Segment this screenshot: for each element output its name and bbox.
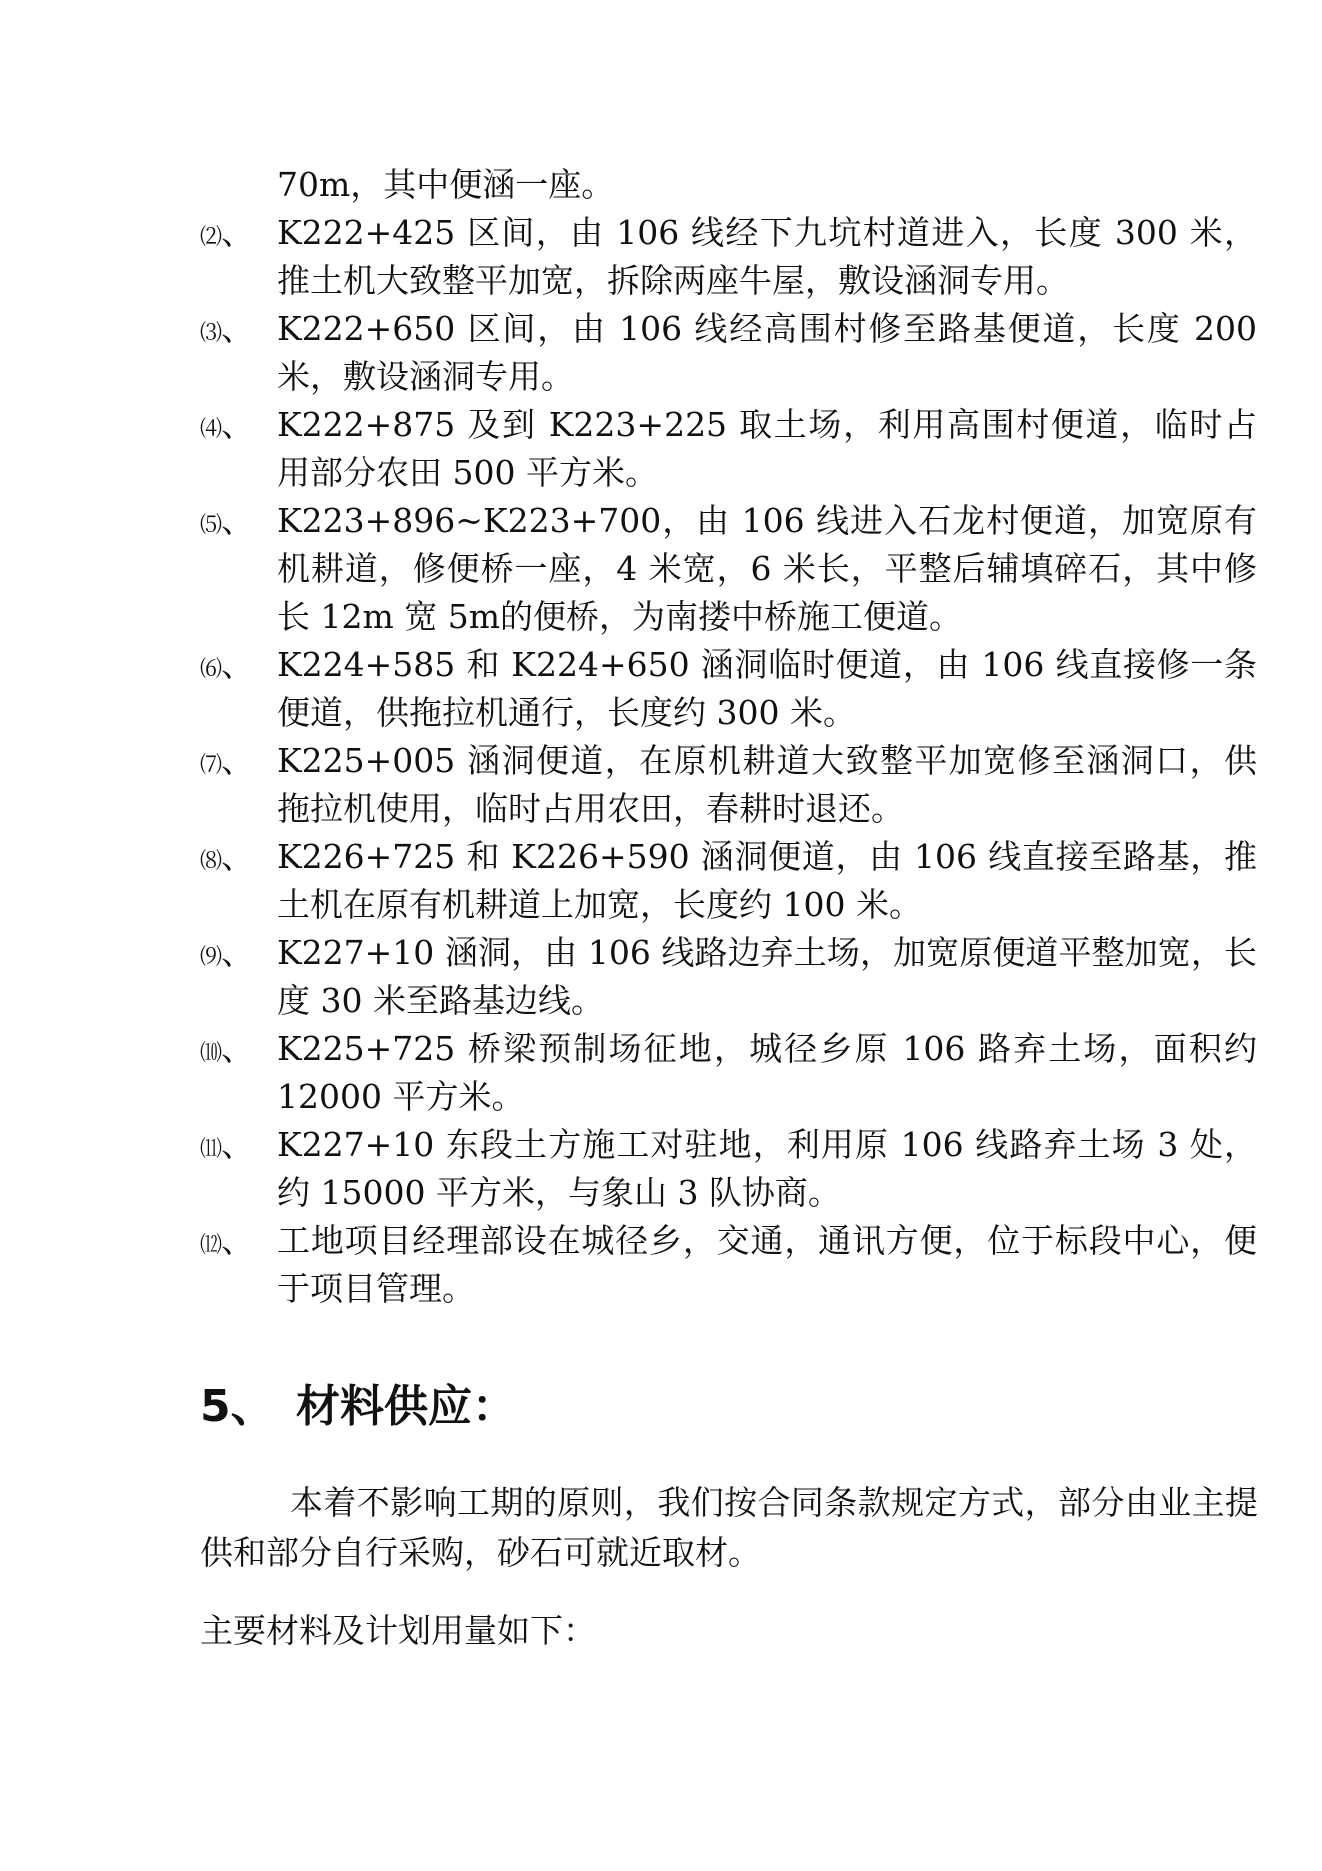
list-item-separator: 、 <box>221 645 254 684</box>
list-item-separator: 、 <box>221 741 254 780</box>
list-item-number: ⑺ <box>200 753 222 778</box>
list-item-text: K222+425 区间，由 106 线经下九坑村道进入，长度 300 米，推土机大致整平加宽，拆除两座牛屋，敷设涵洞专用。 <box>277 213 1257 300</box>
list-item-number: ⑽ <box>200 1041 222 1066</box>
list-item-separator: 、 <box>221 1029 254 1068</box>
list-item-number: ⑿ <box>200 1233 222 1258</box>
list-item <box>0 929 1322 1025</box>
list-item-text: K222+875 及到 K223+225 取土场，利用高围村便道，临时占用部分农田 500 平方米。 <box>277 405 1257 492</box>
list-item-text: 工地项目经理部设在城径乡，交通，通讯方便，位于标段中心，便于项目管理。 <box>277 1221 1257 1308</box>
list-item-marker <box>200 737 253 790</box>
list-item-separator: 、 <box>221 501 254 540</box>
section-title: 材料供应： <box>296 1381 516 1432</box>
list-item-marker <box>200 209 253 262</box>
numbered-list <box>0 209 1322 1313</box>
list-item-marker <box>200 929 253 982</box>
list-item-number: ⑾ <box>200 1137 222 1162</box>
list-item-separator: 、 <box>221 309 254 348</box>
list-item <box>0 401 1322 497</box>
list-item-text: K227+10 东段土方施工对驻地，利用原 106 线路弃土场 3 处，约 15000 平方米，与象山 3 队协商。 <box>277 1125 1257 1212</box>
list-item-text: K224+585 和 K224+650 涵洞临时便道，由 106 线直接修一条便道，供拖拉机通行，长度约 300 米。 <box>277 645 1257 732</box>
list-item-number: ⑶ <box>200 321 222 346</box>
list-item-separator: 、 <box>221 837 254 876</box>
list-item <box>0 305 1322 401</box>
list-item-number: ⑻ <box>200 849 222 874</box>
list-item-marker <box>200 1121 253 1174</box>
list-item-number: ⑷ <box>200 417 222 442</box>
list-item-text: K225+725 桥梁预制场征地，城径乡原 106 路弃土场，面积约 12000 平方米。 <box>277 1029 1257 1116</box>
list-item-marker <box>200 497 253 550</box>
list-item-marker <box>200 401 253 454</box>
list-item-text: K222+650 区间，由 106 线经高围村修至路基便道，长度 200 米，敷设涵洞专用。 <box>277 309 1257 396</box>
list-item <box>0 1217 1322 1313</box>
list-item <box>0 1025 1322 1121</box>
list-item-separator: 、 <box>221 933 254 972</box>
list-item-text: K225+005 涵洞便道，在原机耕道大致整平加宽修至涵洞口，供拖拉机使用，临时占用农田，春耕时退还。 <box>277 741 1257 828</box>
list-item-number: ⑹ <box>200 657 222 682</box>
list-item-marker <box>200 305 253 358</box>
list-item-marker <box>200 641 253 694</box>
list-item-text: K226+725 和 K226+590 涵洞便道，由 106 线直接至路基，推土机在原有机耕道上加宽，长度约 100 米。 <box>277 837 1257 924</box>
list-item <box>0 497 1322 641</box>
body-paragraph-materials: 主要材料及计划用量如下： <box>200 1611 596 1650</box>
list-item-number: ⑵ <box>200 225 222 250</box>
list-item <box>0 1121 1322 1217</box>
list-item-text: K227+10 涵洞，由 106 线路边弃土场，加宽原便道平整加宽，长度 30 米至路基边线。 <box>277 933 1257 1020</box>
list-item-separator: 、 <box>221 405 254 444</box>
list-item-separator: 、 <box>221 1221 254 1260</box>
list-item-number: ⑼ <box>200 945 222 970</box>
list-item-marker <box>200 1217 253 1270</box>
list-item-text: K223+896~K223+700，由 106 线进入石龙村便道，加宽原有机耕道，修便桥一座，4 米宽，6 米长，平整后辅填碎石，其中修长 12m 宽 5m的便桥，为南搂中桥施工便道。 <box>277 501 1257 636</box>
section-number: 5、 <box>200 1381 275 1432</box>
continuation-line: 70m，其中便涵一座。 <box>277 165 615 204</box>
list-item-number: ⑸ <box>200 513 222 538</box>
list-item-separator: 、 <box>221 213 254 252</box>
list-item <box>0 737 1322 833</box>
list-item <box>0 209 1322 305</box>
list-item <box>0 641 1322 737</box>
section-heading <box>200 1377 516 1437</box>
body-paragraph: 本着不影响工期的原则，我们按合同条款规定方式，部分由业主提供和部分自行采购，砂石可就近取材。 <box>200 1483 1258 1572</box>
list-item-marker <box>200 1025 253 1078</box>
list-item-marker <box>200 833 253 886</box>
list-item <box>0 833 1322 929</box>
list-item-separator: 、 <box>221 1125 254 1164</box>
